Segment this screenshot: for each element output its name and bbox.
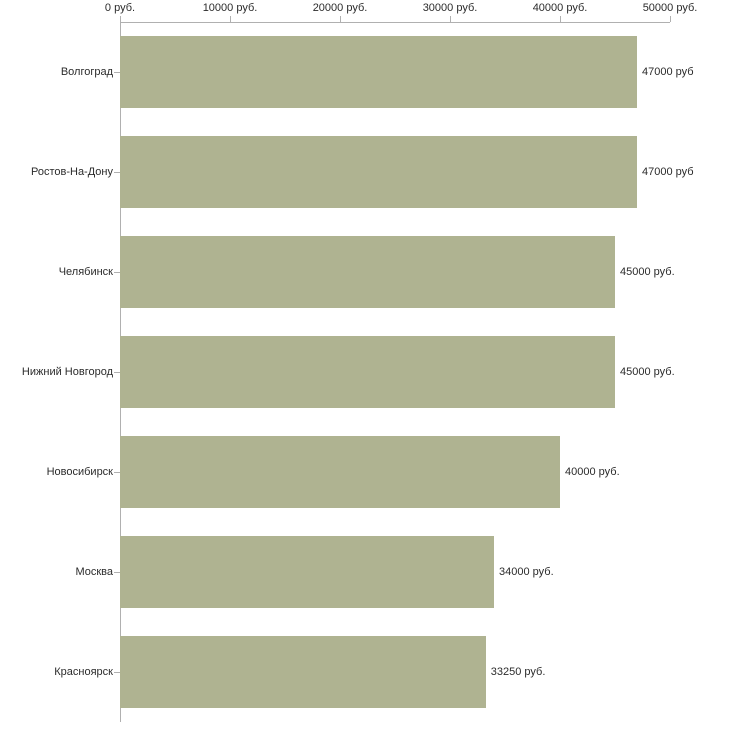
bar[interactable] <box>120 536 494 608</box>
y-tick-label: Новосибирск <box>46 466 113 478</box>
y-tick-label: Москва <box>75 566 113 578</box>
bar-value-label: 40000 руб. <box>565 466 620 478</box>
y-tick-label: Красноярск <box>54 666 113 678</box>
bar-value-label: 34000 руб. <box>499 566 554 578</box>
x-tick-label: 30000 руб. <box>422 2 478 14</box>
bar[interactable] <box>120 236 615 308</box>
x-tick <box>560 16 561 22</box>
bar-value-label: 47000 руб <box>642 66 694 78</box>
y-tick-label-wrap <box>0 66 113 78</box>
y-tick-label: Ростов-На-Дону <box>30 166 113 178</box>
y-tick-label-wrap <box>0 166 113 178</box>
y-tick-label-wrap <box>0 666 113 678</box>
y-tick-label: Волгоград <box>60 66 113 78</box>
bar[interactable] <box>120 36 637 108</box>
y-tick-label-wrap <box>0 566 113 578</box>
bar-value-label: 47000 руб <box>642 166 694 178</box>
bar-value-label: 45000 руб. <box>620 366 675 378</box>
x-tick <box>340 16 341 22</box>
x-tick-label: 50000 руб. <box>642 2 698 14</box>
bar[interactable] <box>120 336 615 408</box>
x-tick <box>670 16 671 22</box>
x-tick <box>450 16 451 22</box>
bar-value-label: 33250 руб. <box>490 666 546 678</box>
x-tick-label: 10000 руб. <box>202 2 258 14</box>
y-tick-label-wrap <box>0 366 113 378</box>
x-tick-label: 40000 руб. <box>532 2 588 14</box>
bar[interactable] <box>120 636 486 708</box>
bar[interactable] <box>120 436 560 508</box>
x-tick <box>120 16 121 22</box>
y-tick-label-wrap <box>0 466 113 478</box>
y-tick-label: Челябинск <box>58 266 113 278</box>
x-tick <box>230 16 231 22</box>
y-tick-label: Нижний Новгород <box>21 366 113 378</box>
bar-value-label: 45000 руб. <box>620 266 675 278</box>
x-tick-label: 0 руб. <box>104 2 136 14</box>
x-axis-line <box>120 22 670 23</box>
y-tick-label-wrap <box>0 266 113 278</box>
bar[interactable] <box>120 136 637 208</box>
x-tick-label: 20000 руб. <box>312 2 368 14</box>
